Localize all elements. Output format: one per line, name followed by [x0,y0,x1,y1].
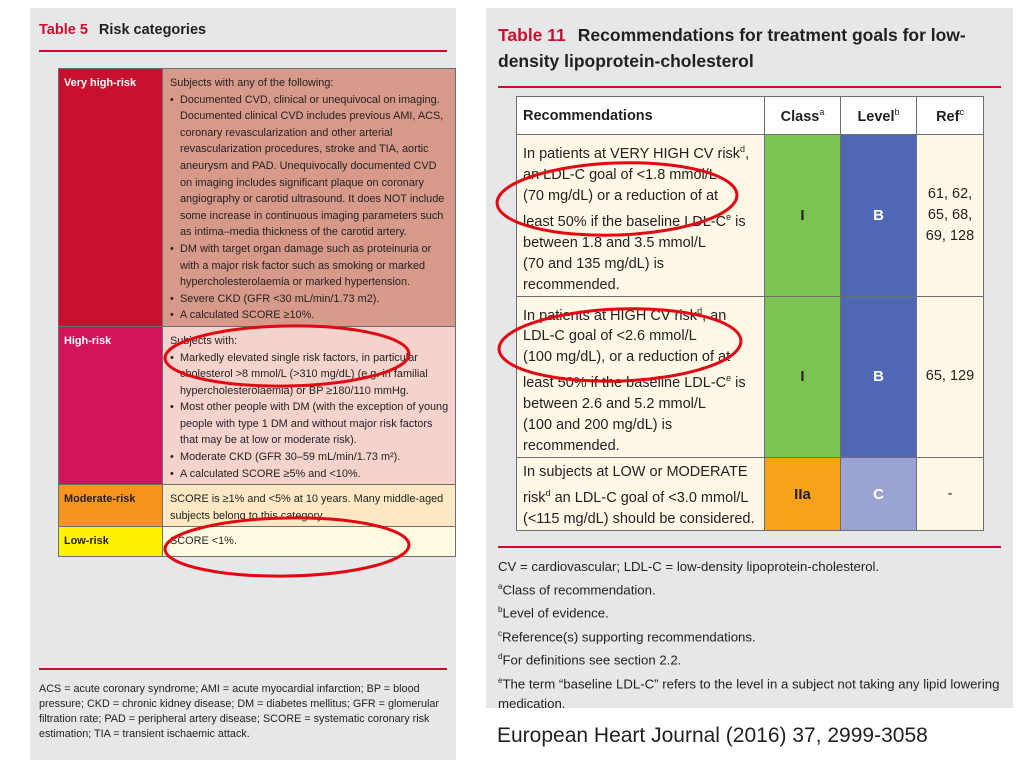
risk-description-cell: SCORE is ≥1% and <5% at 10 years. Many middle-aged subjects belong to this category. [163,485,456,527]
table11-panel [486,8,1013,711]
table-row [59,485,456,527]
footnote-e: $^e$The term “baseline LDL-C” refers to the level in a subject not taking any lipid lowering medication. [498,675,1000,711]
reference-cell: 61, 62, 65, 68, 69, 128 [917,135,984,297]
table11-title [498,22,1003,74]
column-header-class: Class$^a$ [765,97,841,135]
table5-title [39,22,206,38]
table11-number: Table 11 [498,25,566,45]
class-cell: I [765,135,841,297]
risk-description-cell: SCORE <1%. [163,527,456,557]
recommendation-cell: In patients at VERY HIGH CV risk$^d$, an LDL-C goal of <1.8 mmol/L (70 mg/dL) or a reduction of at least 50% if the baseline LDL-Ce is between 1.8 and 3.5 mmol/L (70 and 135 mg/dL) is recommended. [517,135,765,297]
reference-cell: 65, 129 [917,296,984,458]
column-header-recommendations: Recommendations [517,97,765,135]
column-header-ref: Ref$^c$ [917,97,984,135]
risk-category-cell: Low-risk [59,527,163,557]
table5-bottom-rule [39,668,447,670]
table-header-row [517,97,984,135]
table5-title-text: Risk categories [98,22,207,38]
recommendation-cell: In subjects at LOW or MODERATE risk$^d$ an LDL-C goal of <3.0 mmol/L (<115 mg/dL) should be considered. [517,458,765,531]
list-item: • Most other people with DM (with the exception of young people with type 1 DM and without major risk factors that may be at low or moderate risk). [170,399,449,449]
class-cell: IIa [765,458,841,531]
risk-description-cell [163,326,456,484]
footnote-c: $^c$Reference(s) supporting recommendations. [498,628,756,645]
table-row [517,458,984,531]
footnote-abbrev: CV = cardiovascular; LDL-C = low-density lipoprotein-cholesterol. [498,559,880,574]
level-cell: B [841,296,917,458]
journal-citation: European Heart Journal (2016) 37, 2999-3058 [497,724,928,747]
footnote-b: $^b$Level of evidence. [498,605,609,621]
table5-footnote: ACS = acute coronary syndrome; AMI = acute myocardial infarction; BP = blood pressure; CKD = chronic kidney disease; DM = diabetes mellitus; GFR = glomerular filtration rate; PAD = peripheral artery disease; SCORE = systematic coronary risk estimation; TIA = transient ischaemic attack. [39,683,439,740]
column-header-level: Level$^b$ [841,97,917,135]
class-cell: I [765,296,841,458]
table5-number: Table 5 [39,22,88,38]
table5-title-rule [39,50,447,52]
risk-category-cell: High-risk [59,326,163,484]
risk-criteria-list [170,350,449,483]
table-row [517,135,984,297]
level-cell: C [841,458,917,531]
list-item: • A calculated SCORE ≥5% and <10%. [170,466,449,483]
table-row [59,69,456,327]
table5-panel [30,8,456,760]
table11-title-rule [498,86,1001,88]
level-cell: B [841,135,917,297]
table11-bottom-rule [498,546,1001,548]
list-item: • Severe CKD (GFR <30 mL/min/1.73 m2). [170,291,449,308]
table-row [59,326,456,484]
ldl-goals-table [516,96,984,531]
risk-categories-table [58,68,456,557]
table-row [517,296,984,458]
list-item: • Moderate CKD (GFR 30–59 mL/min/1.73 m²). [170,449,449,466]
risk-description-cell [163,69,456,327]
risk-category-cell: Very high-risk [59,69,163,327]
table11-footnotes [498,557,1003,714]
recommendation-cell: In patients at HIGH CV risk$^d$, an LDL-C goal of <2.6 mmol/L (100 mg/dL), or a reduction of at least 50% if the baseline LDL-Ce is between 2.6 and 5.2 mmol/L (100 and 200 mg/dL) is recommended. [517,296,765,458]
risk-criteria-list [170,92,449,324]
risk-intro: Subjects with: [170,334,238,347]
list-item: • Documented CVD, clinical or unequivocal on imaging. Documented clinical CVD includes previous AMI, ACS, coronary revascularization and other arterial revascularization procedures, stroke and TIA, aortic aneurysm and PAD. Unequivocally documented CVD on imaging includes significant plaque on coronary angiography or carotid ultrasound. It does NOT include some increase in continuous imaging parameters such as intima–media thickness of the carotid artery. [170,92,449,241]
reference-cell: - [917,458,984,531]
list-item: • A calculated SCORE ≥10%. [170,307,449,324]
list-item: • Markedly elevated single risk factors, in particular cholesterol >8 mmol/L (>310 mg/dL) (e.g. in familial hypercholesterolaemia) or BP ≥180/110 mmHg. [170,350,449,400]
risk-category-cell: Moderate-risk [59,485,163,527]
footnote-d: $^d$For definitions see section 2.2. [498,652,682,668]
table11-title-text: Recommendations for treatment goals for low-density lipoprotein-cholesterol [498,25,966,71]
footnote-a: $^a$Class of recommendation. [498,582,656,598]
list-item: • DM with target organ damage such as proteinuria or with a major risk factor such as smoking or marked hypercholesterolaemia or marked hypertension. [170,241,449,291]
risk-intro: Subjects with any of the following: [170,77,334,89]
table-row [59,527,456,557]
